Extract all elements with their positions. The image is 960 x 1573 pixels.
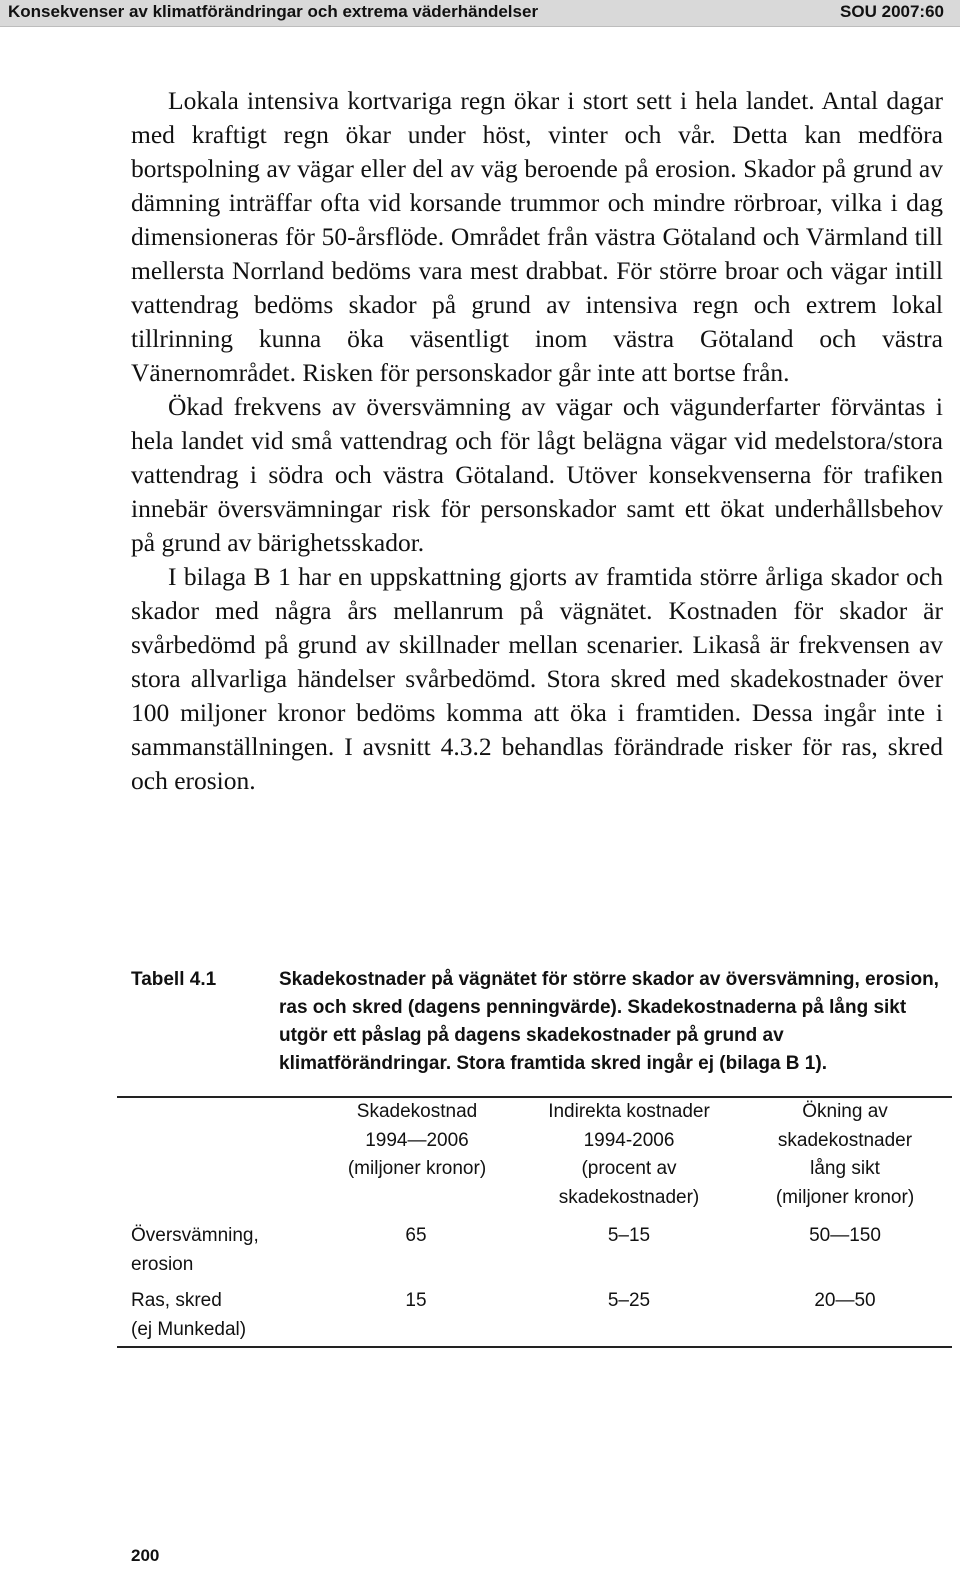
running-header bbox=[0, 0, 960, 27]
paragraph-2: Ökad frekvens av översvämning av vägar och vägunderfarter förväntas i hela landet vid små vattendrag och för lågt belägna vägar vid medelstora/stora vattendrag i södra och västra Götaland. Utöver konsekvenserna för trafiken innebär översvämningar risk för personskador samt ett ökat underhållsbehov på grund av bärighetsskador. bbox=[131, 392, 943, 557]
table-cell: 20—50 bbox=[814, 1290, 876, 1311]
page-number: 200 bbox=[131, 1546, 160, 1565]
column-header-indirect-costs: Indirekta kostnader 1994-2006 (procent av skadekostnader) bbox=[548, 1101, 710, 1208]
table-cell: 5–15 bbox=[607, 1225, 651, 1246]
header-title: Konsekvenser av klimatförändringar och extrema väderhändelser bbox=[8, 2, 539, 21]
row-label: Översvämning, erosion bbox=[131, 1225, 259, 1275]
column-header-damage-cost: Skadekostnad 1994—2006 (miljoner kronor) bbox=[347, 1101, 487, 1179]
paragraph-3: I bilaga B 1 har en uppskattning gjorts av framtida större årliga skador och skador med några års mellanrum på vägnätet. Kostnaden för skador är svårbedömd på grund av skillnader mellan scenarier. Likaså är frekvensen av stora allvarliga händelser svårbedömd. Stora skred med skadekostnader över 100 miljoner kronor bedöms komma att öka i framtiden. Dessa ingår inte i sammanställningen. I avsnitt 4.3.2 behandlas förändrade risker för ras, skred och erosion. bbox=[131, 562, 943, 795]
table-label: Tabell 4.1 bbox=[131, 969, 217, 990]
paragraph-1: Lokala intensiva kortvariga regn ökar i stort sett i hela landet. Antal dagar med kraftigt regn ökar under höst, vinter och vår. Detta kan medföra bortspolning av vägar eller del av väg beroende på erosion. Skador på grund av dämning inträffar ofta vid korsande trummor och mindre rörbroar, vilka i dag dimensioneras för 50-årsflöde. Området från västra Götaland och Värmland till mellersta Norrland bedöms vara mest drabbat. För större broar och vägar intill vattendrag bedöms skador på grund av intensiva regn och extrem lokal tillrinning kunna öka väsentligt inom västra Götaland och västra Vänernområdet. Risken för personskador går inte att bortse från. bbox=[131, 86, 943, 387]
header-report-id: SOU 2007:60 bbox=[840, 2, 944, 21]
column-header-long-term-increase: Ökning av skadekostnader lång sikt (miljoner kronor) bbox=[775, 1101, 915, 1208]
table-cell: 5–25 bbox=[607, 1290, 651, 1311]
table-caption-text: Skadekostnader på vägnätet för större skador av översvämning, erosion, ras och skred (dagens penningvärde). Skadekostnaderna på lång sikt utgör ett påslag på dagens skadekostnader på grund av klimatförändringar. Stora framtida skred ingår ej (bilaga B 1). bbox=[279, 969, 939, 1074]
table-cell: 50—150 bbox=[809, 1225, 881, 1246]
table-cell: 15 bbox=[405, 1290, 427, 1311]
table-bottom-rule bbox=[117, 1346, 952, 1348]
row-label: Ras, skred (ej Munkedal) bbox=[131, 1290, 247, 1340]
table-cell: 65 bbox=[405, 1225, 427, 1246]
body-text bbox=[131, 84, 943, 798]
